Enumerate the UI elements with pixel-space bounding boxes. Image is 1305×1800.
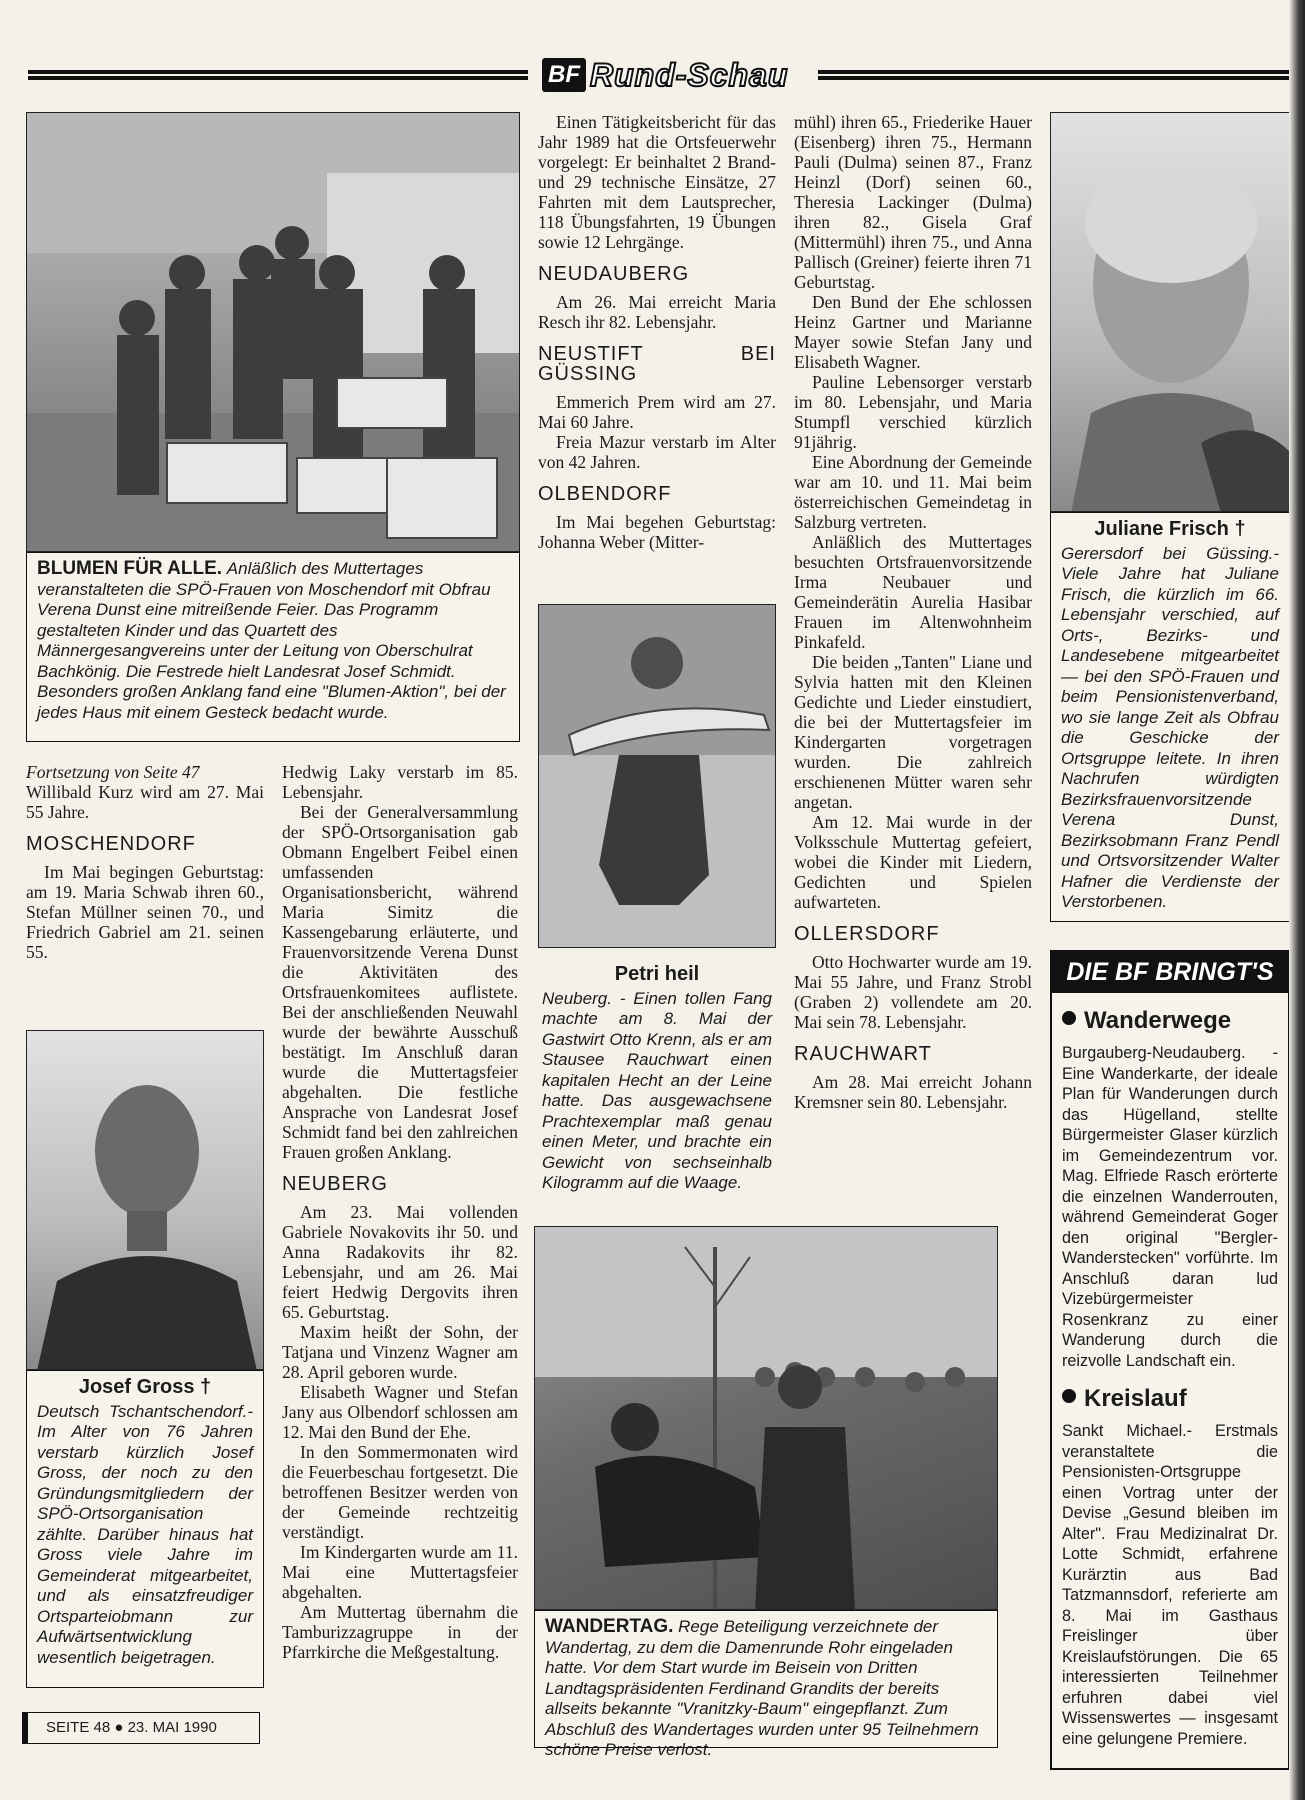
col4-paragraph-9: Am 28. Mai erreicht Johann Kremsner sein 80. Lebensjahr. [794, 1072, 1032, 1112]
caption-flowers-kicker: BLUMEN FÜR ALLE. [37, 558, 223, 579]
sidebar-text-kreislauf: Sankt Michael.- Erstmals veranstaltete die Pensionisten-Ortsgruppe einen Vortrag unter der Devise „Gesund bleiben im Alter". Frau Medizinalrat Dr. Lotte Schmidt, erfahrene Kurärztin aus Bad Tatzmannsdorf, referierte am 8. Mai im Gasthaus Freislinger über Kreislaufstörungen. Die 65 interessierten Teilnehmer erfuhren dabei viel Wissenswertes — insgesamt eine gelungene Premiere. [1062, 1422, 1278, 1748]
sidebar-title-wanderwege-text: Wanderwege [1084, 1007, 1232, 1034]
sidebar-title-wanderwege [1052, 993, 1288, 1043]
heading-neudauberg: NEUDAUBERG [538, 263, 690, 285]
col4-paragraph-2: Den Bund der Ehe schlossen Heinz Gartner und Marianne Mayer sowie Stefan Jany und Elisabeth Wagner. [794, 292, 1032, 372]
sidebar-header: DIE BF BRINGT'S [1052, 952, 1288, 993]
col1-paragraph-2: Im Mai begingen Geburtstag: am 19. Maria Schwab ihren 60., Stefan Müllner seinen 70., und Friedrich Gabriel am 21. seinen 55. [26, 862, 264, 962]
caption-petri-text: Neuberg. - Einen tollen Fang machte am 8. Mai der Gastwirt Otto Krenn, als er am Stausee Rauchwart einen kapitalen Hecht an der Leine hatte. Das ausgewachsene Prachtexemplar maß genau einen Meter, und brachte ein Gewicht von sechseinhalb Kilogramm auf die Waage. [542, 988, 772, 1192]
col2-paragraph-4: Maxim heißt der Sohn, der Tatjana und Vinzenz Wagner am 28. April geboren wurde. [282, 1322, 518, 1382]
page-edge-shadow [1289, 0, 1305, 1800]
col4-paragraph-1: mühl) ihren 65., Friederike Hauer (Eisenberg) ihren 75., Hermann Pauli (Dulma) seinen 87., Franz Heinzl (Dorf) seinen 60., Theresia Lackinger (Dulma) ihren 82., Gisela Graf (Mittermühl) ihren 75., und Anna Pallisch (Greiner) feierte ihren 71 Geburtstag. [794, 112, 1032, 292]
photo-portrait-woman [1050, 112, 1290, 512]
col3-paragraph-5: Im Mai begehen Geburtstag: Johanna Weber (Mitter- [538, 512, 776, 552]
caption-petri-heil [538, 948, 776, 1214]
caption-flowers [26, 552, 520, 742]
col1-paragraph-1: Willibald Kurz wird am 27. Mai 55 Jahre. [26, 782, 264, 822]
continued-note: Fortsetzung von Seite 47 [26, 762, 200, 782]
col3-paragraph-3: Emmerich Prem wird am 27. Mai 60 Jahre. [538, 392, 776, 432]
caption-flowers-text: Anläßlich des Muttertages veranstalteten die SPÖ-Frauen von Moschendorf mit Obfrau Verena Dunst eine mitreißende Feier. Das Programm gestalteten Kinder und das Quartett des Männergesangvereins unter der Leitung von Oberschulrat Bachkönig. Die Festrede hielt Landesrat Josef Schmidt. Besonders großen Anklang fand eine "Blumen-Aktion", bei der jedes Haus mit einem Gesteck bedacht wurde. [37, 559, 506, 722]
masthead-rule-right [818, 70, 1290, 80]
column-4 [794, 112, 1032, 1112]
sidebar-text-wanderwege: Burgauberg-Neudauberg. - Eine Wanderkarte, der ideale Plan für Wanderungen durch das Hügelland, stellte Bürgermeister Glaser kürzlich im Gemeindezentrum vor. Mag. Elfriede Rasch erörterte die einzelnen Wanderrouten, während Gemeinderat Goger den original "Bergler-Wanderstecken" vorführte. Im Anschluß daran lud Vizebürgermeister Rosenkranz zu einer Wanderung durch die reizvolle Landschaft ein. [1062, 1044, 1278, 1370]
masthead-logo: BF [542, 58, 586, 92]
col2-paragraph-8: Am Muttertag übernahm die Tamburizzagruppe in der Pfarrkirche die Meßgestaltung. [282, 1602, 518, 1662]
col4-paragraph-3: Pauline Lebensorger verstarb im 80. Lebensjahr, und Maria Stumpfl verschied kürzlich 91jährig. [794, 372, 1032, 452]
caption-wandertag-text: Rege Beteiligung verzeichnete der Wandertag, zu dem die Damenrunde Rohr eingeladen hatte. Vor dem Start wurde im Beisein von Dritten Landtagspräsidenten Ferdinand Grandits der bereits allseits bekannte "Vranitzky-Baum" eingepflanzt. Zum Abschluß des Wandertages wurden unter 95 Teilnehmern schöne Preise verlost. [545, 1617, 979, 1759]
photo-portrait-man [26, 1030, 264, 1370]
heading-olbendorf: OLBENDORF [538, 483, 672, 505]
photo-tree-planting [534, 1226, 998, 1610]
photo-flowers [26, 112, 520, 552]
masthead [28, 58, 1290, 94]
col2-paragraph-7: Im Kindergarten wurde am 11. Mai eine Muttertagsfeier abgehalten. [282, 1542, 518, 1602]
column-3 [538, 112, 776, 552]
col4-paragraph-7: Am 12. Mai wurde in der Volksschule Muttertag gefeiert, wobei die Kinder mit Liedern, Gedichten und Spielen aufwarteten. [794, 812, 1032, 912]
col2-paragraph-2: Bei der Generalversammlung der SPÖ-Ortsorganisation gab Obmann Engelbert Feibel einen umfassenden Organisationsbericht, während Maria Simitz die Kassengebarung erläuterte, und Frauenvorsitzende Verena Dunst die Aktivitäten des Ortsfrauenkomitees auflistete. Bei der anschließenden Neuwahl wurde der bewährte Ausschuß bestätigt. Im Anschluß daran wurde die Muttertagsfeier abgehalten. Die festliche Ansprache von Landesrat Josef Schmidt fand bei den zahlreichen Frauen großen Anklang. [282, 802, 518, 1162]
col4-paragraph-4: Eine Abordnung der Gemeinde war am 10. und 11. Mai beim österreichischen Gemeindetag in Salzburg vertreten. [794, 452, 1032, 532]
caption-josef-title: Josef Gross † [78, 1376, 212, 1398]
column-2 [282, 762, 518, 1662]
caption-josef-gross [26, 1370, 264, 1688]
col3-paragraph-4: Freia Mazur verstarb im Alter von 42 Jahren. [538, 432, 776, 472]
heading-neuberg: NEUBERG [282, 1173, 388, 1195]
col2-paragraph-6: In den Sommermonaten wird die Feuerbeschau fortgesetzt. Die betroffenen Besitzer werden von der Gemeinde rechtzeitig verständigt. [282, 1442, 518, 1542]
col3-paragraph-1: Einen Tätigkeitsbericht für das Jahr 1989 hat die Ortsfeuerwehr vorgelegt: Er beinhaltet 2 Brand- und 29 technische Einsätze, 27 Fahrten mit dem Lautsprecher, 118 Übungsfahrten, 19 Übungen sowie 12 Lehrgänge. [538, 112, 776, 252]
heading-ollersdorf: OLLERSDORF [794, 923, 940, 945]
caption-petri-title: Petri heil [614, 963, 700, 985]
heading-rauchwart: RAUCHWART [794, 1043, 932, 1065]
column-1 [26, 762, 264, 962]
masthead-title: Rund-Schau [590, 57, 789, 93]
col2-paragraph-1: Hedwig Laky verstarb im 85. Lebensjahr. [282, 762, 518, 802]
bullet-icon [1062, 1389, 1076, 1403]
masthead-rule-left [28, 70, 528, 80]
caption-juliane-title: Juliane Frisch † [1094, 518, 1246, 540]
sidebar-bf-bringts [1050, 950, 1290, 1770]
page-footer: SEITE 48 ● 23. MAI 1990 [22, 1712, 260, 1744]
col2-paragraph-5: Elisabeth Wagner und Stefan Jany aus Olbendorf schlossen am 12. Mai den Bund der Ehe. [282, 1382, 518, 1442]
col4-paragraph-8: Otto Hochwarter wurde am 19. Mai 55 Jahre, und Franz Strobl (Graben 2) vollendete am 20. Mai sein 78. Lebensjahr. [794, 952, 1032, 1032]
caption-wandertag-kicker: WANDERTAG. [545, 1616, 674, 1637]
caption-juliane-frisch [1050, 512, 1290, 922]
col3-paragraph-2: Am 26. Mai erreicht Maria Resch ihr 82. Lebensjahr. [538, 292, 776, 332]
caption-josef-text: Deutsch Tschantschendorf.- Im Alter von 76 Jahren verstarb kürzlich Josef Gross, der noch zu den Gründungsmitgliedern der SPÖ-Ortsorganisation zählte. Darüber hinaus hat Gross viele Jahre im Gemeinderat mitgearbeitet, und als einsatzfreudiger Ortsparteiobmann zur Aufwärtsentwicklung wesentlich beigetragen. [37, 1401, 253, 1667]
col4-paragraph-6: Die beiden „Tanten" Liane und Sylvia hatten mit den Kleinen Gedichte und Lieder einstudiert, die bei der Muttertagsfeier im Kindergarten vorgetragen wurden. Die zahlreich erschienenen Mütter waren sehr angetan. [794, 652, 1032, 812]
col4-paragraph-5: Anläßlich des Muttertages besuchten Ortsfrauenvorsitzende Irma Neubauer und Gemeinderätin Aurelia Hasibar Frauen im Altenwohnheim Pinkafeld. [794, 532, 1032, 652]
photo-fisherman [538, 604, 776, 948]
sidebar-title-kreislauf-text: Kreislauf [1084, 1385, 1187, 1412]
caption-juliane-text: Gerersdorf bei Güssing.- Viele Jahre hat Juliane Frisch, die kürzlich im 66. Lebensjahr verschied, auf Orts-, Bezirks- und Landesebene mitgearbeitet — bei den SPÖ-Frauen und beim Pensionistenverband, wo sie lange Zeit als Obfrau die Geschicke der Ortsgruppe leitete. In ihren Nachrufen würdigten Bezirksfrauenvorsitzende Verena Dunst, Bezirksobmann Franz Pendl und Ortsvorsitzender Walter Hafner die Verdienste der Verstorbenen. [1061, 543, 1279, 911]
bullet-icon [1062, 1011, 1076, 1025]
heading-neustift: NEUSTIFT BEI GÜSSING [538, 343, 776, 385]
sidebar-title-kreislauf [1052, 1371, 1288, 1421]
heading-moschendorf: MOSCHENDORF [26, 833, 196, 855]
caption-wandertag [534, 1610, 998, 1759]
col2-paragraph-3: Am 23. Mai vollenden Gabriele Novakovits ihr 50. und Anna Radakovits ihr 82. Lebensjahr, und am 26. Mai feiert Hedwig Dergovits ihren 65. Geburtstag. [282, 1202, 518, 1322]
